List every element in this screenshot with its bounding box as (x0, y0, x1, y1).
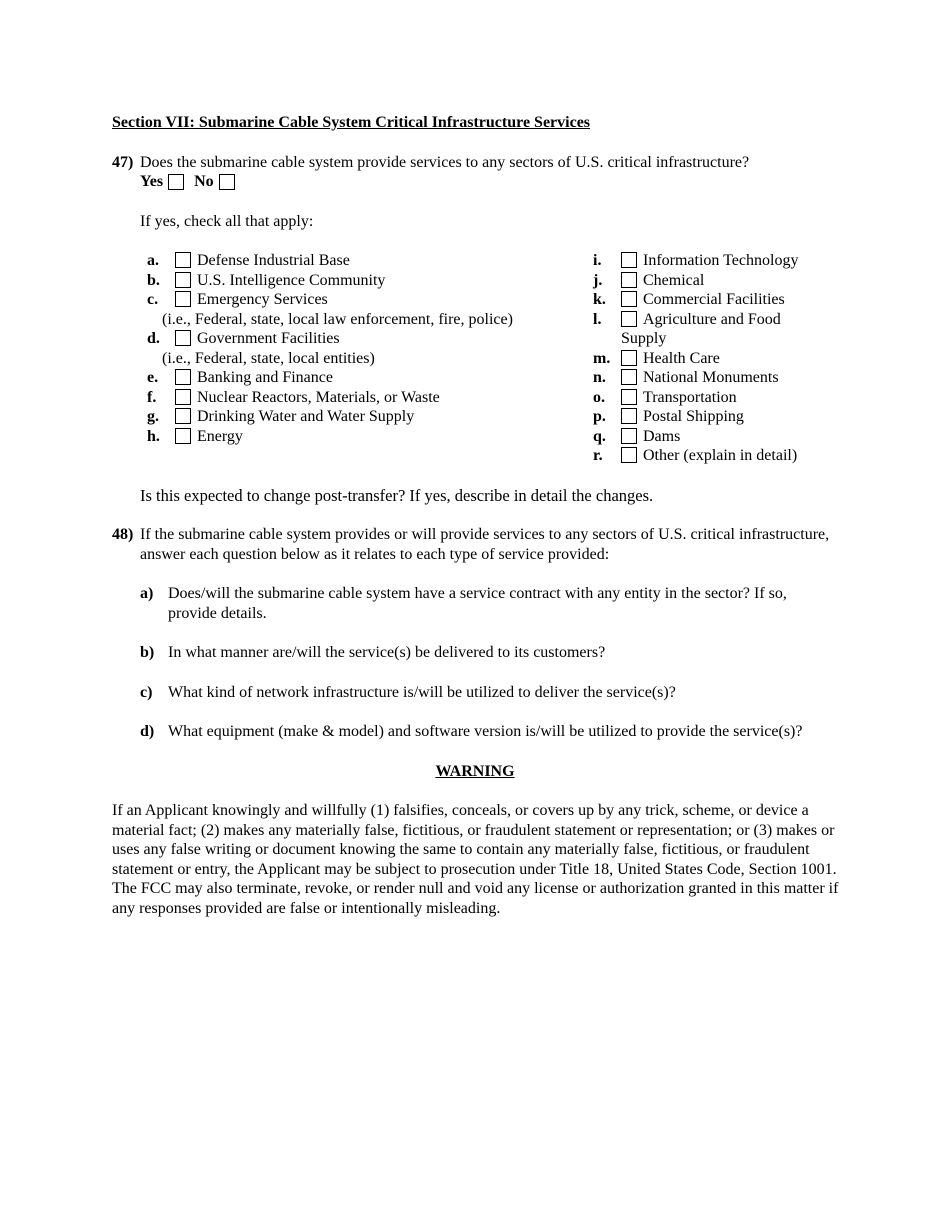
sector-label: Transportation (643, 388, 737, 406)
sector-label: Health Care (643, 349, 720, 367)
sector-checkbox[interactable] (621, 428, 637, 444)
sub-question-letter: b) (140, 644, 155, 661)
question-number: 48) (112, 526, 134, 543)
item-letter: r. (593, 447, 603, 464)
warning-title: WARNING (435, 762, 515, 780)
sector-note: (i.e., Federal, state, local entities) (162, 349, 375, 367)
warning-text: If an Applicant knowingly and willfully (1) falsifies, conceals, or covers up by any trick, scheme, or device a material fact; (2) makes any materially false, fictitious, or fraudulent statement or representation; or (3) makes or uses any false writing or document knowing the same to contain any materially false, fictitious, or fraudulent statement or entry, the Applicant may be subject to prosecution under Title 18, United States Code, Section 1001. The FCC may also terminate, revoke, or render null and void any license or authorization granted in this matter if any responses provided are false or intentionally misleading. (112, 802, 839, 917)
sector-note: (i.e., Federal, state, local law enforcement, fire, police) (162, 310, 513, 328)
sector-item (593, 407, 838, 427)
sector-checkbox[interactable] (621, 350, 637, 366)
sector-checkbox[interactable] (175, 330, 191, 346)
item-letter: l. (593, 310, 602, 328)
item-letter: h. (147, 427, 160, 445)
sector-item (147, 388, 593, 408)
item-letter: e. (147, 369, 159, 386)
item-letter: c. (147, 291, 159, 308)
sub-question-letter: c) (140, 683, 153, 701)
sector-checkbox[interactable] (621, 369, 637, 385)
no-label: No (194, 173, 214, 190)
sector-item (593, 251, 838, 271)
sector-label: Agriculture and Food (643, 310, 781, 328)
sector-item (147, 407, 593, 427)
sub-question-text: In what manner are/will the service(s) be delivered to its customers? (168, 644, 606, 661)
sector-item (147, 427, 593, 447)
sector-label: Nuclear Reactors, Materials, or Waste (197, 388, 440, 406)
item-letter: a. (147, 252, 159, 269)
sector-column-left (147, 251, 593, 466)
sector-checkbox[interactable] (621, 272, 637, 288)
sub-question-text: What kind of network infrastructure is/will be utilized to deliver the service(s)? (168, 683, 676, 701)
sector-label: National Monuments (643, 369, 779, 386)
sector-item (593, 310, 838, 330)
question-47 (112, 153, 838, 192)
sector-label: Dams (643, 427, 681, 445)
sub-question (140, 584, 838, 623)
item-letter: d. (147, 330, 160, 347)
item-letter: i. (593, 252, 602, 269)
sector-label: Commercial Facilities (643, 291, 785, 308)
item-letter: j. (593, 271, 603, 289)
sector-item (593, 427, 838, 447)
sector-checkbox[interactable] (621, 252, 637, 268)
sector-label: Banking and Finance (197, 369, 333, 386)
no-checkbox[interactable] (219, 174, 235, 190)
sector-checkbox[interactable] (621, 389, 637, 405)
sector-item (147, 251, 593, 271)
sector-item (593, 290, 838, 310)
sector-checkbox[interactable] (621, 311, 637, 327)
sector-item (593, 271, 838, 291)
form-page (112, 113, 838, 918)
item-letter: b. (147, 271, 160, 289)
sector-checkbox[interactable] (175, 291, 191, 307)
item-letter: f. (147, 388, 157, 406)
sector-item (147, 271, 593, 291)
sub-questions (112, 584, 838, 742)
change-question: Is this expected to change post-transfer? If yes, describe in detail the changes. (140, 485, 654, 505)
sector-label: Postal Shipping (643, 408, 744, 425)
sector-checkbox[interactable] (175, 389, 191, 405)
sector-item (147, 368, 593, 388)
sector-checkbox[interactable] (621, 291, 637, 307)
sector-checkbox[interactable] (175, 408, 191, 424)
sub-question-text: What equipment (make & model) and software version is/will be utilized to provide the service(s)? (168, 723, 803, 740)
sector-checkbox[interactable] (175, 428, 191, 444)
item-letter: p. (593, 408, 606, 425)
sub-question (140, 722, 838, 742)
sector-label: Government Facilities (197, 330, 340, 347)
item-letter: o. (593, 388, 605, 406)
sector-checkbox[interactable] (175, 252, 191, 268)
sector-label-continued: Supply (621, 330, 667, 347)
sector-item (147, 329, 593, 349)
sector-checkbox[interactable] (175, 272, 191, 288)
sector-item (593, 388, 838, 408)
sector-item (593, 349, 838, 369)
question-text: If the submarine cable system provides or will provide services to any sectors of U.S. critical infrastructure, answer each question below as it relates to each type of service provided: (140, 526, 830, 563)
sub-question-text: Does/will the submarine cable system have a service contract with any entity in the sector? If so, provide details. (168, 585, 787, 622)
sector-item (147, 290, 593, 310)
sector-label: Other (explain in detail) (643, 447, 798, 464)
item-letter: m. (593, 349, 611, 367)
sector-column-right (593, 251, 838, 466)
sector-item (593, 368, 838, 388)
sub-question-letter: d) (140, 723, 155, 740)
sub-question (140, 683, 838, 703)
item-letter: k. (593, 291, 606, 308)
item-letter: g. (147, 408, 159, 425)
sector-checkbox[interactable] (621, 447, 637, 463)
sector-label: Defense Industrial Base (197, 252, 350, 269)
sub-question-letter: a) (140, 585, 154, 602)
sector-checklist (147, 251, 838, 466)
yes-label: Yes (140, 173, 164, 190)
question-48 (112, 525, 838, 564)
sector-label: Chemical (643, 271, 705, 289)
question-text: Does the submarine cable system provide services to any sectors of U.S. critical infrastructure? (140, 153, 750, 171)
sector-label: Drinking Water and Water Supply (197, 408, 415, 425)
sector-label: Energy (197, 427, 243, 445)
sector-checkbox[interactable] (621, 408, 637, 424)
sub-question (140, 643, 838, 663)
item-letter: q. (593, 427, 606, 445)
item-letter: n. (593, 369, 606, 386)
sector-item (593, 446, 838, 466)
sector-checkbox[interactable] (175, 369, 191, 385)
if-yes-instruction: If yes, check all that apply: (140, 212, 314, 230)
yes-checkbox[interactable] (168, 174, 184, 190)
question-number: 47) (112, 153, 134, 171)
section-title: Section VII: Submarine Cable System Critical Infrastructure Services (112, 114, 591, 131)
sector-label: Information Technology (643, 252, 799, 269)
sector-label: U.S. Intelligence Community (197, 271, 386, 289)
yes-no-group (140, 172, 838, 192)
sector-label: Emergency Services (197, 291, 328, 308)
